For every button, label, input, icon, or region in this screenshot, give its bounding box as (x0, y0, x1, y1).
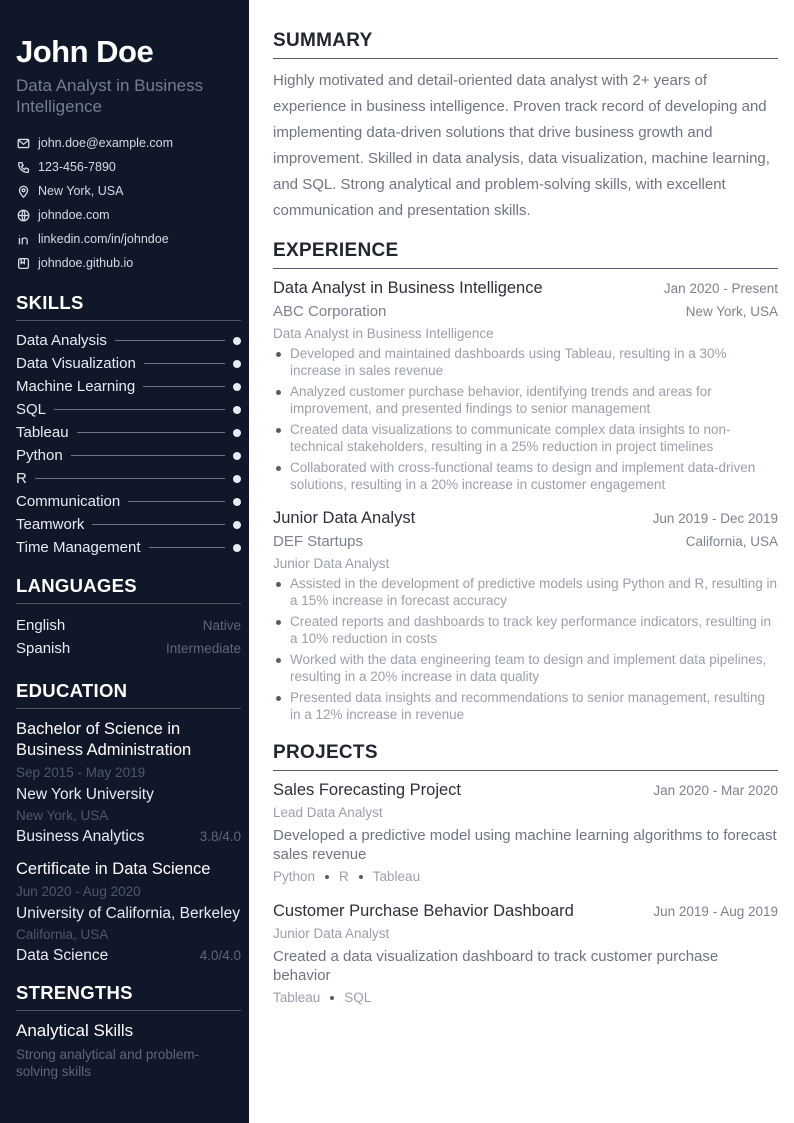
skill-item (16, 467, 241, 490)
contact-linkedin[interactable] (16, 227, 241, 251)
job-company: DEF Startups (273, 533, 364, 550)
skill-dot (233, 452, 241, 460)
skill-divider (77, 432, 225, 433)
education-location: California, USA (16, 927, 109, 942)
summary-heading: SUMMARY (273, 30, 778, 59)
project-item (273, 779, 778, 886)
contact-github-text: johndoe.github.io (38, 256, 134, 270)
bullet-item: Assisted in the development of predictive models using Python and R, resulting in a 15% increase in forecast accuracy (273, 575, 778, 609)
strengths-heading: STRENGTHS (16, 982, 241, 1011)
education-field: Business Analytics (16, 828, 145, 845)
bullet-item: Developed and maintained dashboards using Tableau, resulting in a 30% increase in sales revenue (273, 345, 778, 379)
skill-divider (71, 455, 225, 456)
skill-divider (115, 340, 225, 341)
skill-item (16, 375, 241, 398)
job-location: New York, USA (685, 304, 778, 319)
project-tag: SQL (344, 990, 372, 1005)
skill-divider (35, 478, 225, 479)
strength-item (16, 1020, 241, 1080)
contact-linkedin-text: linkedin.com/in/johndoe (38, 232, 169, 246)
bullet-item: Collaborated with cross-functional teams to design and implement data-driven solutions, resulting in a 20% increase in customer engagement (273, 459, 778, 493)
skill-item (16, 398, 241, 421)
bullet-item: Worked with the data engineering team to design and implement data pipelines, resulting in a 20% increase in data quality (273, 651, 778, 685)
skill-dot (233, 406, 241, 414)
experience-title-row (273, 507, 778, 529)
skill-dot (233, 498, 241, 506)
bullet-item: Analyzed customer purchase behavior, identifying trends and areas for improvement, and presented findings to senior management (273, 383, 778, 417)
contact-location (16, 179, 241, 203)
project-role: Junior Data Analyst (273, 926, 390, 941)
skill-item (16, 421, 241, 444)
job-bullets (273, 345, 778, 493)
strength-description: Strong analytical and problem-solving skills (16, 1047, 200, 1079)
job-title: Junior Data Analyst (273, 509, 416, 527)
language-level: Native (202, 618, 241, 633)
experience-item (273, 507, 778, 723)
tag-separator (330, 996, 334, 1000)
education-location: New York, USA (16, 808, 109, 823)
skill-label: Teamwork (16, 516, 85, 533)
language-name: English (16, 617, 66, 634)
sidebar (0, 0, 249, 1123)
skill-item (16, 329, 241, 352)
skill-dot (233, 544, 241, 552)
job-dates: Jan 2020 - Present (663, 281, 778, 296)
languages-list (16, 617, 241, 663)
education-gpa: 4.0/4.0 (199, 948, 241, 963)
skill-divider (143, 386, 225, 387)
skill-label: Data Visualization (16, 355, 136, 372)
location-pin-icon (16, 184, 30, 198)
skill-divider (54, 409, 225, 410)
skill-label: Machine Learning (16, 378, 136, 395)
skills-heading: SKILLS (16, 292, 241, 321)
strength-title: Analytical Skills (16, 1021, 134, 1040)
experience-title-row (273, 277, 778, 299)
skill-label: Communication (16, 493, 121, 510)
contact-website[interactable] (16, 203, 241, 227)
candidate-headline: Data Analyst in Business Intelligence (16, 76, 204, 116)
experience-company-row (273, 299, 778, 323)
skill-divider (144, 363, 225, 364)
contact-email[interactable] (16, 131, 241, 155)
education-field-row (16, 947, 241, 965)
project-tags (273, 867, 778, 886)
project-tag: Tableau (372, 869, 421, 884)
project-tag: Tableau (273, 990, 321, 1005)
education-school: University of California, Berkeley (16, 905, 240, 922)
project-title: Sales Forecasting Project (273, 781, 462, 799)
skill-label: Data Analysis (16, 332, 107, 349)
skill-label: R (16, 470, 27, 487)
skill-item (16, 352, 241, 375)
education-dates: Sep 2015 - May 2019 (16, 765, 146, 780)
skill-divider (92, 524, 225, 525)
skill-dot (233, 383, 241, 391)
skill-label: Tableau (16, 424, 69, 441)
experience-company-row (273, 529, 778, 553)
linkedin-icon (16, 232, 30, 246)
project-title-row (273, 779, 778, 801)
skill-dot (233, 475, 241, 483)
globe-icon (16, 208, 30, 222)
bullet-item: Created reports and dashboards to track key performance indicators, resulting in a 10% reduction in costs (273, 613, 778, 647)
project-description: Created a data visualization dashboard to track customer purchase behavior (273, 948, 719, 984)
skill-divider (128, 501, 225, 502)
contact-github[interactable] (16, 251, 241, 275)
education-degree: Certificate in Data Science (16, 860, 211, 878)
education-degree: Bachelor of Science in Business Administration (16, 720, 192, 759)
contact-list (16, 131, 241, 275)
contact-phone-text: 123-456-7890 (38, 160, 116, 174)
skill-item (16, 536, 241, 559)
skill-dot (233, 429, 241, 437)
job-location: California, USA (685, 534, 778, 549)
project-dates: Jun 2019 - Aug 2019 (653, 904, 778, 919)
skill-divider (149, 547, 226, 548)
contact-location-text: New York, USA (38, 184, 124, 198)
education-heading: EDUCATION (16, 680, 241, 709)
skill-label: Python (16, 447, 63, 464)
email-icon (16, 136, 30, 150)
project-dates: Jan 2020 - Mar 2020 (653, 783, 778, 798)
education-field-row (16, 828, 241, 846)
job-bullets (273, 575, 778, 723)
phone-icon (16, 160, 30, 174)
skill-item (16, 513, 241, 536)
skill-dot (233, 521, 241, 529)
job-company: ABC Corporation (273, 303, 387, 320)
projects-heading: PROJECTS (273, 742, 778, 771)
education-item (16, 859, 241, 965)
skill-item (16, 490, 241, 513)
github-icon (16, 256, 30, 270)
project-tags (273, 988, 778, 1007)
project-title: Customer Purchase Behavior Dashboard (273, 902, 574, 920)
project-description: Developed a predictive model using machine learning algorithms to forecast sales revenue (273, 827, 777, 863)
job-role: Data Analyst in Business Intelligence (273, 326, 494, 341)
project-item (273, 900, 778, 1007)
summary-text: Highly motivated and detail-oriented data analyst with 2+ years of experience in business intelligence. Proven track record of developing and implementing data-driven solutions that drive business growth and improvement. Skilled in data analysis, data visualization, machine learning, and SQL. Strong analytical and problem-solving skills, with excellent communication and presentation skills. (273, 72, 770, 219)
language-level: Intermediate (165, 641, 241, 656)
job-dates: Jun 2019 - Dec 2019 (652, 511, 778, 526)
job-title: Data Analyst in Business Intelligence (273, 279, 543, 297)
project-tag: R (339, 869, 349, 884)
education-dates: Jun 2020 - Aug 2020 (16, 884, 141, 899)
job-role: Junior Data Analyst (273, 556, 390, 571)
candidate-name: John Doe (16, 34, 154, 69)
education-school: New York University (16, 786, 154, 803)
project-title-row (273, 900, 778, 922)
skills-list (16, 329, 241, 559)
tag-separator (359, 875, 363, 879)
language-name: Spanish (16, 640, 71, 657)
main-content (273, 30, 778, 1007)
education-gpa: 3.8/4.0 (199, 829, 241, 844)
contact-website-text: johndoe.com (38, 208, 110, 222)
language-item (16, 640, 241, 663)
education-field: Data Science (16, 947, 109, 964)
skill-item (16, 444, 241, 467)
experience-heading: EXPERIENCE (273, 240, 778, 269)
languages-heading: LANGUAGES (16, 575, 241, 604)
skill-dot (233, 360, 241, 368)
education-item (16, 719, 241, 846)
bullet-item: Created data visualizations to communicate complex data insights to non-technical stakeholders, resulting in a 25% reduction in project timelines (273, 421, 778, 455)
bullet-item: Presented data insights and recommendations to senior management, resulting in a 12% increase in revenue (273, 689, 778, 723)
project-tag: Python (273, 869, 316, 884)
contact-phone[interactable] (16, 155, 241, 179)
experience-item (273, 277, 778, 493)
project-role: Lead Data Analyst (273, 805, 383, 820)
contact-email-text: john.doe@example.com (38, 136, 173, 150)
language-item (16, 617, 241, 640)
tag-separator (325, 875, 329, 879)
skill-label: Time Management (16, 539, 141, 556)
skill-dot (233, 337, 241, 345)
skill-label: SQL (16, 401, 47, 418)
